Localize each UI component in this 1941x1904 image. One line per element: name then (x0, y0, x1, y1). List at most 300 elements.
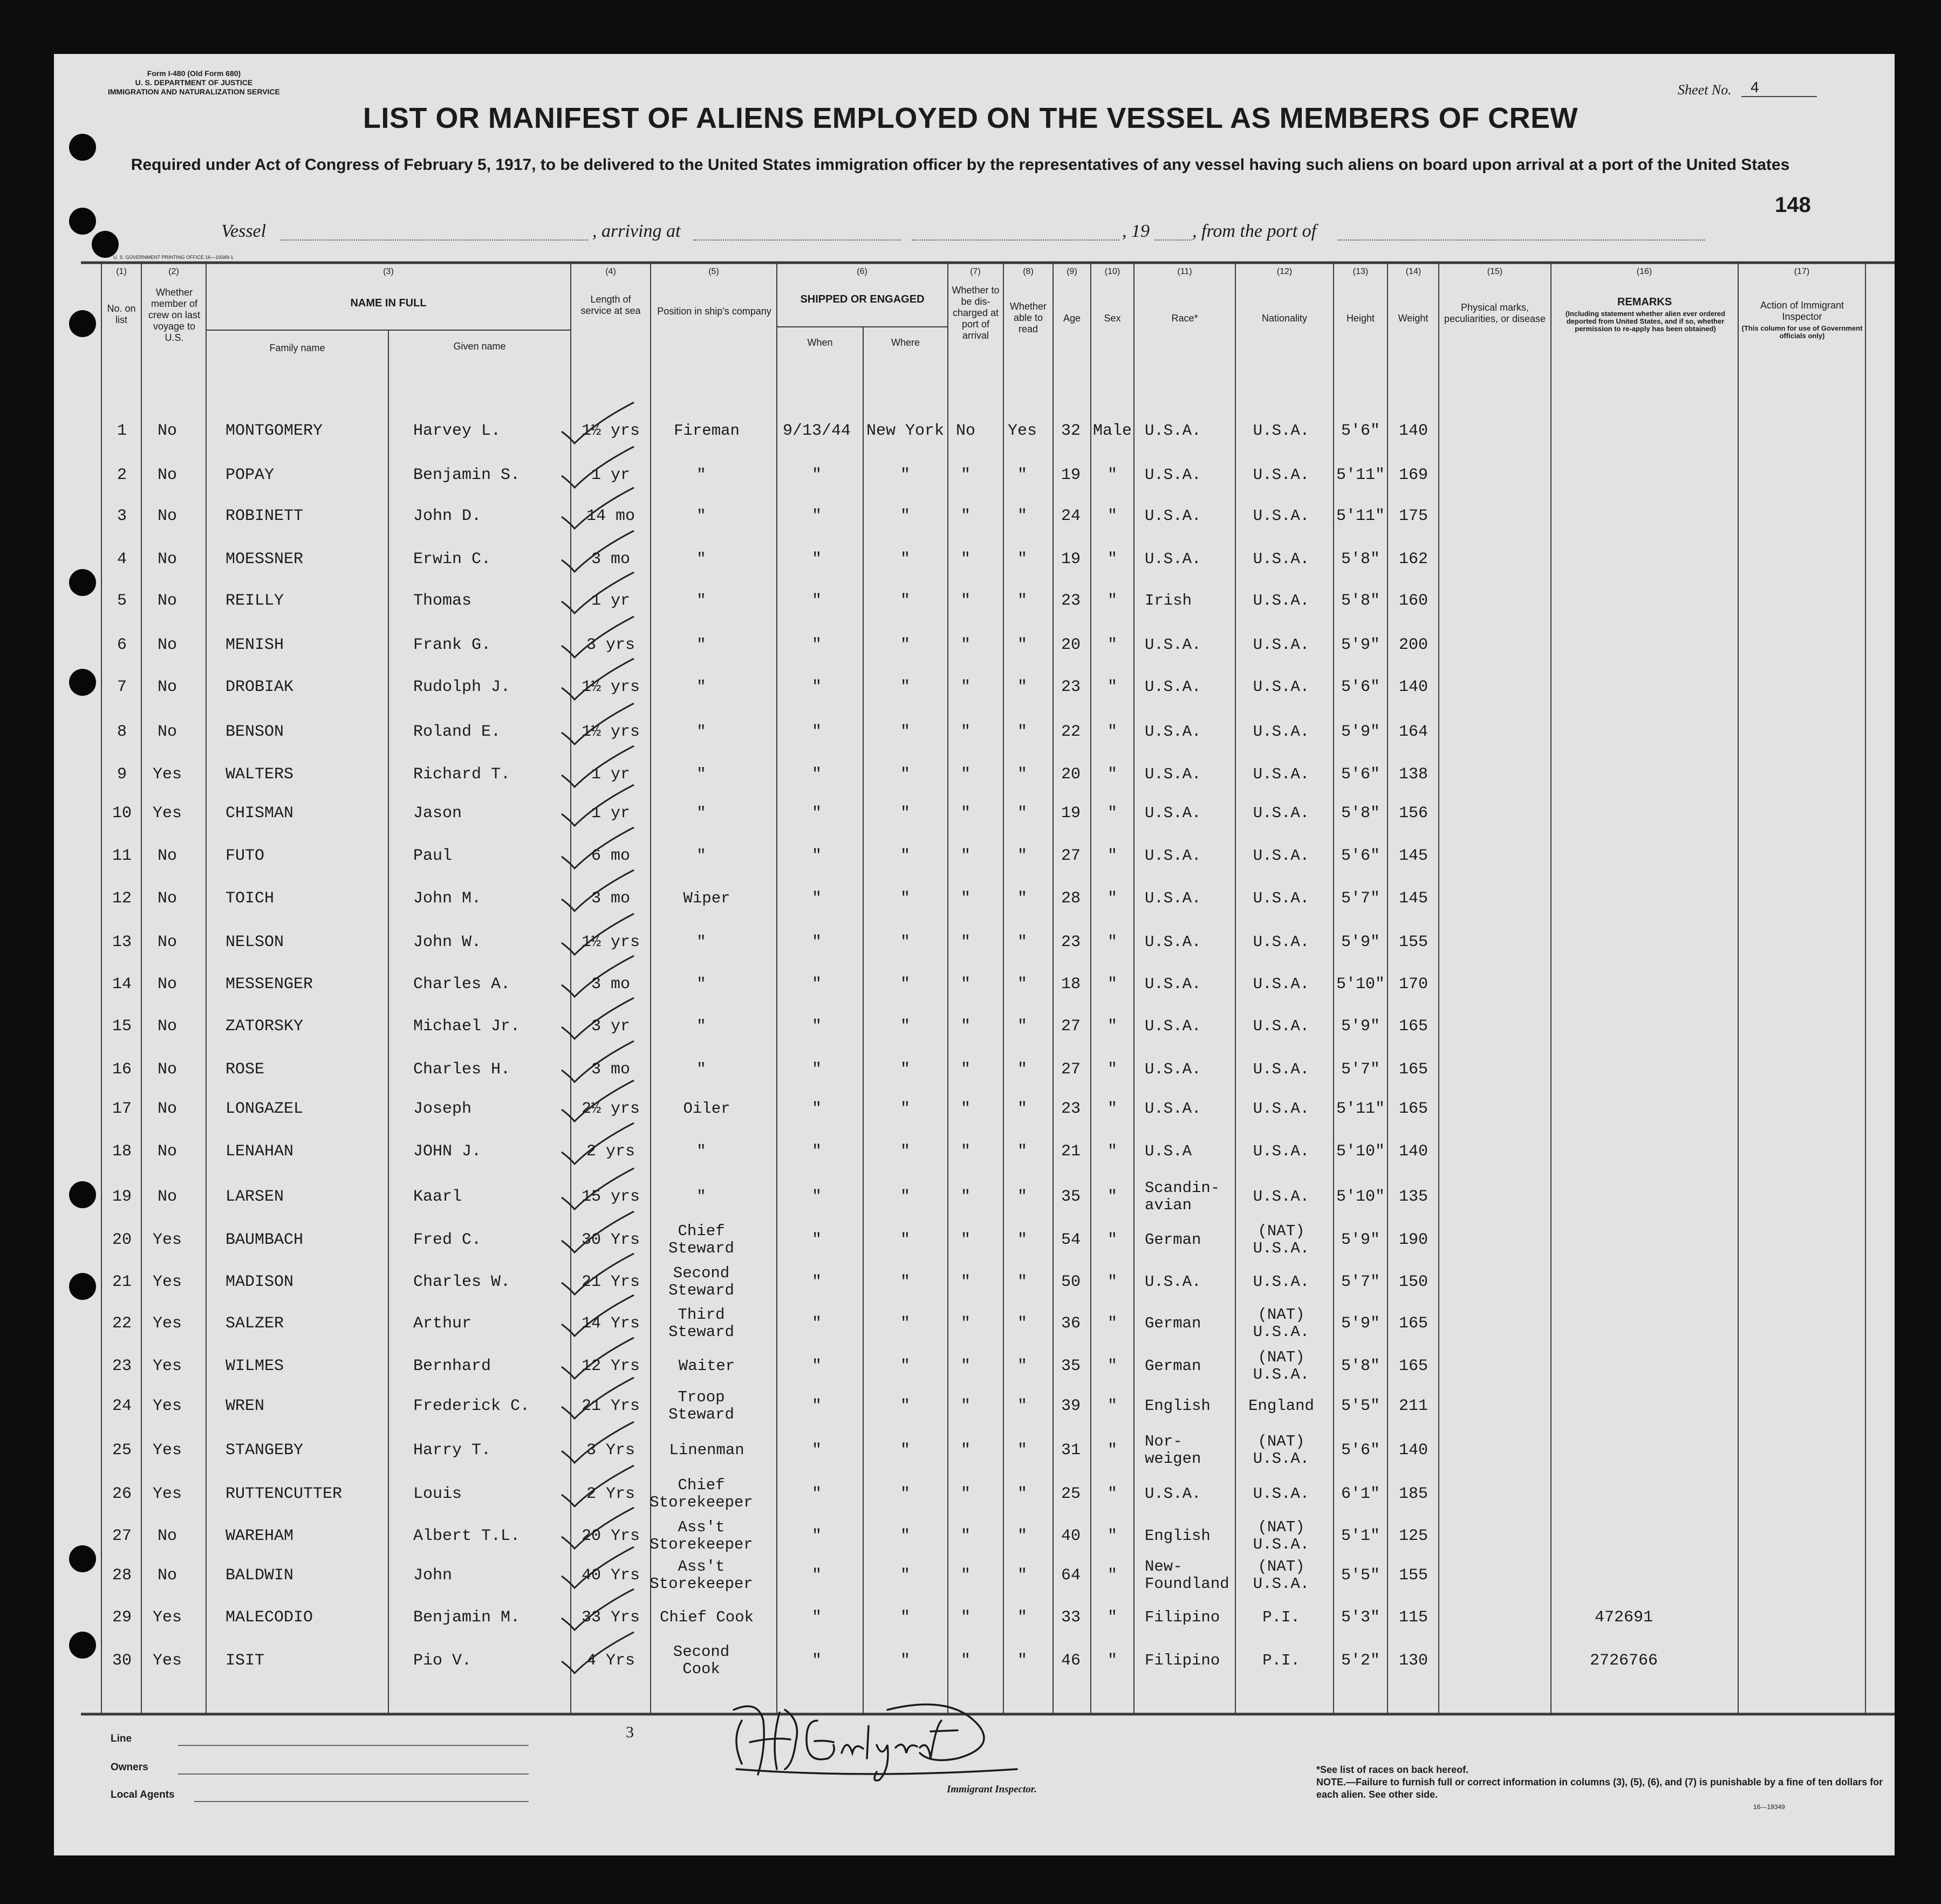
arriving-field (693, 239, 901, 241)
header-age: Age (1063, 313, 1081, 324)
header-sex: Sex (1104, 313, 1121, 324)
discharged-at-port: " (960, 804, 971, 823)
checkmark-icon (558, 485, 639, 534)
crew-last-voyage: Yes (152, 1231, 182, 1249)
able-to-read: " (1017, 1017, 1028, 1036)
row-number: 12 (112, 889, 132, 908)
sex: " (1107, 975, 1118, 994)
position: Chief (678, 1476, 725, 1494)
sex: " (1107, 765, 1118, 784)
header-shipped-engaged: SHIPPED OR ENGAGED (800, 293, 925, 305)
crew-last-voyage: Yes (152, 804, 182, 823)
form-identifier (108, 69, 280, 97)
discharged-at-port: " (960, 847, 971, 865)
nationality: U.S.A. (1253, 507, 1310, 525)
position: Steward (668, 1282, 734, 1299)
shipped-when: " (811, 723, 822, 741)
age: 39 (1061, 1397, 1081, 1415)
length-of-service: 1½ yrs (581, 723, 640, 741)
able-to-read: " (1017, 466, 1028, 484)
shipped-when: " (811, 1017, 822, 1036)
able-to-read: " (1017, 1357, 1028, 1375)
family-name: MONTGOMERY (225, 422, 323, 440)
shipped-when: " (811, 889, 822, 908)
checkmark-icon (558, 1463, 639, 1512)
header-name-in-full: NAME IN FULL (350, 297, 427, 309)
given-name: Thomas (413, 592, 472, 610)
page-number: 148 (1775, 193, 1811, 217)
weight: 130 (1398, 1652, 1429, 1670)
race: U.S.A. (1145, 507, 1201, 525)
weight: 135 (1398, 1188, 1429, 1206)
length-of-service: 1 yr (591, 765, 631, 784)
binder-hole (69, 208, 96, 235)
family-name: WILMES (225, 1357, 284, 1375)
page-title: LIST OR MANIFEST OF ALIENS EMPLOYED ON THE VESSEL AS MEMBERS OF CREW (363, 102, 1578, 134)
sex: Male (1092, 422, 1132, 440)
age: 25 (1061, 1485, 1081, 1503)
family-name: WREN (225, 1397, 265, 1415)
family-name: BAUMBACH (225, 1231, 304, 1249)
height: 5'9" (1341, 723, 1380, 741)
able-to-read: " (1017, 1100, 1028, 1118)
able-to-read: " (1017, 1441, 1028, 1460)
given-name: John D. (413, 507, 482, 525)
age: 24 (1061, 507, 1081, 525)
position: Steward (668, 1239, 734, 1257)
discharged-at-port: " (960, 889, 971, 908)
shipped-when: " (811, 804, 822, 823)
nationality: (NAT) (1257, 1222, 1305, 1240)
weight: 185 (1398, 1485, 1429, 1503)
length-of-service: 20 Yrs (581, 1527, 640, 1545)
position: " (696, 1017, 706, 1035)
crew-last-voyage: Yes (152, 1273, 182, 1291)
nationality: U.S.A. (1253, 678, 1310, 696)
row-number: 1 (117, 422, 127, 440)
discharged-at-port: " (960, 466, 971, 484)
length-of-service: 2 yrs (586, 1142, 635, 1161)
race: English (1145, 1527, 1211, 1545)
race: U.S.A. (1145, 678, 1201, 696)
length-of-service: 15 yrs (581, 1188, 640, 1206)
owners-label: Owners (111, 1762, 148, 1773)
weight: 155 (1398, 933, 1429, 951)
discharged-at-port: " (960, 975, 971, 994)
age: 27 (1061, 1017, 1081, 1036)
page-subtitle: Required under Act of Congress of February 5, 1917, to be delivered to the United States immigration officer by the representatives of any vessel having such aliens on board upon arrival at a port of the United States (131, 156, 1790, 174)
length-of-service: 14 Yrs (581, 1314, 640, 1333)
age: 18 (1061, 975, 1081, 994)
crew-last-voyage: No (157, 1142, 177, 1161)
row-number: 30 (112, 1652, 132, 1670)
weight: 211 (1398, 1397, 1429, 1415)
column-number: (10) (1104, 267, 1120, 276)
shipped-where: " (900, 1314, 911, 1333)
discharged-at-port: " (960, 1100, 971, 1118)
given-name: Richard T. (413, 765, 511, 784)
weight: 145 (1398, 847, 1429, 865)
shipped-when: " (811, 1060, 822, 1079)
race: Irish (1145, 592, 1192, 609)
able-to-read: " (1017, 1273, 1028, 1291)
length-of-service: 2½ yrs (581, 1100, 640, 1118)
position: Troop (678, 1388, 725, 1406)
nationality: U.S.A. (1253, 765, 1310, 783)
discharged-at-port: " (960, 1017, 971, 1036)
position: Third (678, 1306, 725, 1324)
given-name: Michael Jr. (413, 1017, 521, 1036)
shipped-when: " (811, 1527, 822, 1545)
nationality: U.S.A. (1253, 1142, 1310, 1160)
position: " (696, 550, 706, 568)
sex: " (1107, 1441, 1118, 1460)
printer-note: U. S. GOVERNMENT PRINTING OFFICE 16—19349-1 (113, 255, 234, 260)
nationality: U.S.A. (1253, 933, 1310, 951)
height: 6'1" (1341, 1485, 1380, 1503)
binder-hole (69, 1273, 96, 1300)
given-name: Fred C. (413, 1231, 482, 1249)
able-to-read: " (1017, 1652, 1028, 1670)
header-remarks-note: (Including statement whether alien ever ordered deported from United States, and if so, whether permission to re-apply has been obtained) (1565, 310, 1726, 333)
remarks: 472691 (1594, 1608, 1653, 1627)
height: 5'8" (1341, 804, 1380, 823)
race: U.S.A. (1145, 1060, 1201, 1078)
weight: 160 (1398, 592, 1429, 610)
family-name: NELSON (225, 933, 284, 951)
header-weight: Weight (1398, 313, 1429, 324)
height: 5'5" (1341, 1566, 1380, 1585)
length-of-service: 40 Yrs (581, 1566, 640, 1585)
discharged-at-port: " (960, 507, 971, 525)
weight: 162 (1398, 550, 1429, 569)
row-number: 20 (112, 1231, 132, 1249)
inspector-signature (726, 1688, 1028, 1785)
race: U.S.A. (1145, 636, 1201, 654)
crew-last-voyage: No (157, 889, 177, 908)
height: 5'9" (1341, 933, 1380, 951)
crew-last-voyage: Yes (152, 1441, 182, 1460)
race: English (1145, 1397, 1211, 1415)
checkmark-icon (558, 825, 639, 874)
height: 5'11" (1336, 507, 1385, 525)
family-name: MENISH (225, 636, 284, 654)
family-name: ROSE (225, 1060, 265, 1079)
family-name: MOESSNER (225, 550, 304, 569)
row-number: 27 (112, 1527, 132, 1545)
shipped-where: " (900, 889, 911, 908)
length-of-service: 2 Yrs (586, 1485, 635, 1503)
nationality: U.S.A. (1253, 1366, 1310, 1384)
header-action: Action of Immigrant Inspector (1760, 300, 1844, 322)
weight: 169 (1398, 466, 1429, 484)
line-field (178, 1745, 529, 1746)
position: " (696, 507, 706, 525)
weight: 165 (1398, 1060, 1429, 1079)
shipped-where: " (900, 723, 911, 741)
age: 23 (1061, 592, 1081, 610)
crew-last-voyage: No (157, 1100, 177, 1118)
race: avian (1145, 1196, 1192, 1214)
shipped-where: " (900, 975, 911, 994)
discharged-at-port: " (960, 550, 971, 569)
age: 33 (1061, 1608, 1081, 1627)
checkmark-icon (558, 614, 639, 663)
shipped-when: " (811, 847, 822, 865)
sex: " (1107, 1273, 1118, 1291)
sex: " (1107, 933, 1118, 951)
length-of-service: 3 Yrs (586, 1441, 635, 1460)
age: 31 (1061, 1441, 1081, 1460)
given-name: John M. (413, 889, 482, 908)
shipped-where: " (900, 1231, 911, 1249)
nationality: U.S.A. (1253, 592, 1310, 609)
discharged-at-port: " (960, 1060, 971, 1079)
family-name: MALECODIO (225, 1608, 313, 1627)
race: Scandin- (1145, 1179, 1220, 1197)
given-name: Erwin C. (413, 550, 491, 569)
row-number: 23 (112, 1357, 132, 1375)
shipped-when: " (811, 1397, 822, 1415)
height: 5'5" (1341, 1397, 1380, 1415)
row-number: 7 (117, 678, 127, 696)
discharged-at-port: " (960, 1441, 971, 1460)
age: 35 (1061, 1188, 1081, 1206)
sex: " (1107, 1652, 1118, 1670)
height: 5'7" (1341, 1273, 1380, 1291)
shipped-when: 9/13/44 (782, 422, 851, 440)
year-label: , 19 (1122, 221, 1150, 241)
sex: " (1107, 1142, 1118, 1161)
given-name: Benjamin S. (413, 466, 521, 484)
binder-hole (69, 134, 96, 161)
crew-last-voyage: No (157, 1060, 177, 1079)
sex: " (1107, 723, 1118, 741)
given-name: Harry T. (413, 1441, 491, 1460)
column-number: (16) (1636, 267, 1652, 276)
given-name: Louis (413, 1485, 462, 1503)
nationality: U.S.A. (1253, 1536, 1310, 1553)
penalty-note: NOTE.—Failure to furnish full or correct information in columns (3), (5), (6), and (7) is punishable by a fine of ten dollars for each alien. See other side. (1316, 1777, 1883, 1800)
sex: " (1107, 1017, 1118, 1036)
header-given-name: Given name (453, 341, 506, 352)
shipped-when: " (811, 933, 822, 951)
shipped-when: " (811, 1231, 822, 1249)
position: Chief (678, 1222, 725, 1240)
able-to-read: " (1017, 847, 1028, 865)
owners-field (178, 1773, 529, 1775)
shipped-where: " (900, 592, 911, 610)
height: 5'7" (1341, 1060, 1380, 1079)
local-agents-label: Local Agents (111, 1789, 175, 1800)
discharged-at-port: " (960, 933, 971, 951)
family-name: DROBIAK (225, 678, 294, 696)
length-of-service: 1½ yrs (581, 678, 640, 696)
family-name: REILLY (225, 592, 284, 610)
sheet-number: 4 (1751, 79, 1759, 95)
date-field (912, 239, 1119, 241)
family-name: POPAY (225, 466, 275, 484)
position: Storekeeper (650, 1536, 753, 1553)
checkmark-icon (558, 1587, 639, 1635)
shipped-where: " (900, 636, 911, 654)
nationality: U.S.A. (1253, 1323, 1310, 1341)
shipped-when: " (811, 1273, 822, 1291)
checkmark-icon (558, 1166, 639, 1215)
age: 27 (1061, 847, 1081, 865)
shipped-where: " (900, 765, 911, 784)
position: " (696, 847, 706, 865)
row-number: 4 (117, 550, 127, 569)
given-name: John (413, 1566, 453, 1585)
age: 27 (1061, 1060, 1081, 1079)
shipped-where: " (900, 847, 911, 865)
shipped-where: " (900, 1485, 911, 1503)
race: U.S.A. (1145, 1017, 1201, 1035)
header-discharged: Whether to be dis-charged at port of arrival (952, 285, 1000, 341)
arriving-label: , arriving at (592, 221, 681, 241)
race: Filipino (1145, 1652, 1220, 1669)
crew-last-voyage: Yes (152, 765, 182, 784)
age: 20 (1061, 636, 1081, 654)
checkmark-icon (558, 656, 639, 705)
race: U.S.A. (1145, 847, 1201, 865)
age: 32 (1061, 422, 1081, 440)
row-number: 26 (112, 1485, 132, 1503)
discharged-at-port: " (960, 765, 971, 784)
able-to-read: " (1017, 804, 1028, 823)
position: " (696, 1142, 706, 1160)
race: U.S.A. (1145, 1273, 1201, 1291)
header-no-on-list: No. on list (107, 303, 136, 325)
crew-last-voyage: No (157, 550, 177, 569)
row-number: 18 (112, 1142, 132, 1161)
discharged-at-port: " (960, 1652, 971, 1670)
discharged-at-port: " (960, 1608, 971, 1627)
sex: " (1107, 550, 1118, 569)
weight: 145 (1398, 889, 1429, 908)
column-number: (17) (1794, 267, 1810, 276)
crew-last-voyage: No (157, 678, 177, 696)
row-number: 19 (112, 1188, 132, 1206)
weight: 165 (1398, 1314, 1429, 1333)
header-remarks: REMARKS (1617, 296, 1672, 308)
weight: 140 (1398, 422, 1429, 440)
checkmark-icon (558, 954, 639, 1002)
crew-last-voyage: No (157, 933, 177, 951)
able-to-read: " (1017, 678, 1028, 696)
able-to-read: Yes (1007, 422, 1037, 440)
shipped-when: " (811, 1608, 822, 1627)
length-of-service: 3 mo (591, 550, 631, 569)
shipped-where: " (900, 1527, 911, 1545)
position: " (696, 765, 706, 783)
binder-hole (69, 1181, 96, 1208)
weight: 190 (1398, 1231, 1429, 1249)
position: Storekeeper (650, 1575, 753, 1593)
nationality: (NAT) (1257, 1558, 1305, 1576)
crew-last-voyage: No (157, 1566, 177, 1585)
position: Ass't (678, 1558, 725, 1576)
nationality: U.S.A. (1253, 1017, 1310, 1035)
nationality: U.S.A. (1253, 1188, 1310, 1206)
position: " (696, 1060, 706, 1078)
position: Wiper (683, 889, 730, 907)
sex: " (1107, 1060, 1118, 1079)
shipped-when: " (811, 1566, 822, 1585)
row-number: 14 (112, 975, 132, 994)
column-number: (15) (1487, 267, 1503, 276)
footnote (1316, 1764, 1899, 1801)
family-name: LARSEN (225, 1188, 284, 1206)
header-position: Position in ship's company (657, 306, 771, 317)
able-to-read: " (1017, 507, 1028, 525)
checkmark-icon (558, 1293, 639, 1341)
crew-last-voyage: No (157, 1017, 177, 1036)
sex: " (1107, 889, 1118, 908)
row-number: 8 (117, 723, 127, 741)
age: 54 (1061, 1231, 1081, 1249)
binder-hole (92, 231, 119, 258)
sex: " (1107, 804, 1118, 823)
column-number: (9) (1067, 267, 1077, 276)
able-to-read: " (1017, 1142, 1028, 1161)
checkmark-icon (558, 912, 639, 960)
checkmark-icon (558, 400, 639, 449)
discharged-at-port: " (960, 723, 971, 741)
shipped-when: " (811, 678, 822, 696)
race: U.S.A. (1145, 466, 1201, 484)
shipped-when: " (811, 1142, 822, 1161)
discharged-at-port: " (960, 1188, 971, 1206)
row-number: 17 (112, 1100, 132, 1118)
shipped-when: " (811, 636, 822, 654)
age: 64 (1061, 1566, 1081, 1585)
shipped-where: " (900, 1397, 911, 1415)
age: 19 (1061, 466, 1081, 484)
row-number: 11 (112, 847, 132, 865)
given-name: Benjamin M. (413, 1608, 521, 1627)
sex: " (1107, 1188, 1118, 1206)
shipped-where: " (900, 1566, 911, 1585)
given-name: Bernhard (413, 1357, 491, 1375)
age: 50 (1061, 1273, 1081, 1291)
crew-last-voyage: No (157, 847, 177, 865)
weight: 115 (1398, 1608, 1429, 1627)
able-to-read: " (1017, 1397, 1028, 1415)
family-name: STANGEBY (225, 1441, 304, 1460)
age: 28 (1061, 889, 1081, 908)
age: 35 (1061, 1357, 1081, 1375)
race: German (1145, 1357, 1201, 1375)
weight: 150 (1398, 1273, 1429, 1291)
weight: 125 (1398, 1527, 1429, 1545)
race: U.S.A. (1145, 1100, 1201, 1118)
family-name: ISIT (225, 1652, 265, 1670)
race: U.S.A (1145, 1142, 1192, 1160)
nationality: U.S.A. (1253, 1100, 1310, 1118)
length-of-service: 21 Yrs (581, 1273, 640, 1291)
nationality: P.I. (1262, 1652, 1300, 1669)
nationality: U.S.A. (1253, 723, 1310, 741)
header-where: Where (891, 337, 920, 348)
shipped-when: " (811, 1314, 822, 1333)
weight: 165 (1398, 1100, 1429, 1118)
nationality: U.S.A. (1253, 550, 1310, 568)
row-number: 13 (112, 933, 132, 951)
crew-last-voyage: Yes (152, 1357, 182, 1375)
column-number: (2) (168, 267, 179, 276)
